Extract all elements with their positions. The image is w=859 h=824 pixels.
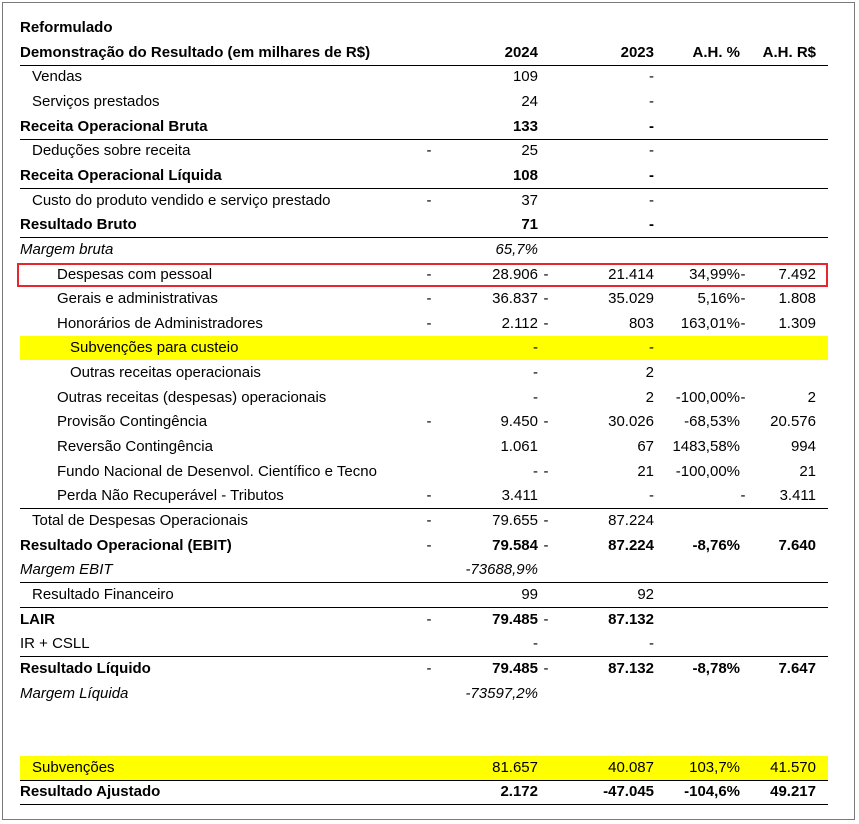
ah-reais-cell: 7.492	[778, 265, 816, 283]
row-label: IR + CSLL	[20, 635, 90, 653]
ah-reais-cell: 20.576	[770, 413, 816, 431]
value-2023-cell: 2	[645, 364, 654, 382]
dash-cell: -	[543, 314, 549, 332]
blank-row	[20, 706, 828, 730]
row-label: Margem Líquida	[20, 684, 129, 702]
statement-row	[20, 780, 828, 805]
statement-row	[20, 213, 828, 238]
dash-cell: -	[426, 265, 432, 283]
dash-cell: -	[740, 388, 746, 406]
value-2024-cell: 2.112	[501, 314, 538, 332]
ah-reais-cell: 994	[790, 438, 816, 456]
row-label: Receita Operacional Bruta	[20, 117, 208, 135]
value-2024-cell: 28.906	[492, 265, 538, 283]
value-2024-cell: 79.485	[492, 659, 538, 677]
value-2024-cell: 25	[521, 142, 538, 160]
statement-row	[20, 139, 828, 163]
dash-cell: -	[543, 290, 549, 308]
statement-row	[20, 65, 828, 89]
statement-row	[20, 386, 828, 410]
statement-row	[20, 361, 828, 385]
statement-row	[20, 756, 828, 781]
row-label: Outras receitas operacionais	[70, 364, 261, 382]
ah-reais-cell: 2	[807, 388, 816, 406]
value-2023-cell: -	[649, 635, 654, 653]
statement-row	[20, 16, 828, 40]
value-2024-cell: -73688,9%	[465, 561, 538, 579]
dash-cell: -	[740, 487, 746, 505]
statement-row	[20, 509, 828, 533]
value-2023-cell: 87.224	[608, 512, 654, 529]
row-label: Subvenções	[32, 758, 115, 776]
ah-reais-cell: 7.640	[778, 536, 816, 554]
row-label: Deduções sobre receita	[32, 142, 191, 160]
value-2023-cell: 87.224	[608, 536, 654, 554]
ah-reais-cell: 21	[799, 462, 816, 480]
value-2024-cell: 71	[521, 216, 538, 234]
row-label: Resultado Ajustado	[20, 783, 161, 801]
statement-row	[20, 608, 828, 632]
dash-cell: -	[740, 265, 746, 283]
value-2023-cell: -	[649, 166, 654, 184]
row-label: Resultado Líquido	[20, 659, 151, 677]
ah-reais-cell: 1.309	[778, 314, 816, 332]
value-2023-cell: -	[649, 68, 654, 86]
row-label: Demonstração do Resultado (em milhares de R$)	[20, 43, 371, 61]
dash-cell: -	[426, 413, 432, 431]
value-2024-cell: -	[533, 388, 538, 406]
statement-row	[20, 558, 828, 583]
dash-cell: -	[426, 314, 432, 332]
value-2024-cell: 2.172	[500, 783, 538, 801]
statement-row	[20, 484, 828, 509]
value-2023-cell: -	[649, 142, 654, 160]
ah-percent-cell: 34,99%	[689, 265, 740, 283]
dash-cell: -	[426, 191, 432, 209]
value-2023-cell: -	[649, 117, 654, 135]
row-label: Outras receitas (despesas) operacionais	[57, 388, 327, 406]
value-2024-cell: 36.837	[492, 290, 538, 308]
value-2023-cell: -	[649, 191, 654, 209]
value-2024-cell: 133	[512, 117, 538, 135]
row-label: Serviços prestados	[32, 92, 160, 110]
row-label: Honorários de Administradores	[57, 314, 263, 332]
dash-cell: -	[543, 462, 549, 480]
statement-row	[20, 435, 828, 459]
statement-row	[20, 534, 828, 558]
row-label: Fundo Nacional de Desenvol. Científico e Tecno	[57, 462, 377, 480]
value-2023-cell: -	[649, 92, 654, 110]
ah-percent-cell: 1483,58%	[672, 438, 740, 456]
dash-cell: -	[426, 290, 432, 308]
row-label: Vendas	[32, 68, 83, 86]
row-label: Perda Não Recuperável - Tributos	[57, 487, 284, 505]
value-2024-cell: 109	[512, 68, 538, 86]
value-2023-cell: -	[649, 487, 654, 505]
value-2024-cell: 65,7%	[495, 240, 538, 258]
statement-row	[20, 682, 828, 706]
statement-row	[20, 657, 828, 681]
ah-percent-cell: A.H. %	[692, 43, 740, 61]
ah-percent-cell: -68,53%	[684, 413, 740, 431]
row-label: Margem EBIT	[20, 561, 113, 579]
row-label: Reversão Contingência	[57, 438, 213, 456]
value-2024-cell: 99	[521, 585, 538, 603]
ah-reais-cell: A.H. R$	[762, 43, 816, 61]
dash-cell: -	[426, 659, 432, 677]
ah-percent-cell: -8,76%	[692, 536, 740, 554]
value-2024-cell: 1.061	[500, 438, 538, 456]
dash-cell: -	[426, 536, 432, 554]
statement-row	[20, 115, 828, 140]
value-2024-cell: 9.450	[500, 413, 538, 431]
value-2023-cell: -	[649, 339, 654, 357]
value-2024-cell: 79.584	[492, 536, 538, 554]
ah-percent-cell: -104,6%	[684, 783, 740, 801]
row-label: Despesas com pessoal	[57, 265, 213, 283]
dash-cell: -	[426, 512, 432, 529]
row-label: Resultado Bruto	[20, 216, 137, 234]
value-2024-cell: 79.485	[492, 610, 538, 628]
statement-row	[20, 90, 828, 114]
value-2024-cell: 24	[521, 92, 538, 110]
row-label: Margem bruta	[20, 240, 114, 258]
ah-percent-cell: 163,01%	[680, 314, 740, 332]
row-label: Provisão Contingência	[57, 413, 208, 431]
value-2024-cell: 79.655	[492, 512, 538, 529]
value-2024-cell: 37	[521, 191, 538, 209]
value-2023-cell: 87.132	[608, 610, 654, 628]
value-2023-cell: 803	[628, 314, 654, 332]
statement-row	[17, 263, 828, 287]
row-label: Resultado Operacional (EBIT)	[20, 536, 232, 554]
dash-cell: -	[543, 512, 549, 529]
value-2023-cell: 67	[637, 438, 654, 456]
row-label: Gerais e administrativas	[57, 290, 218, 308]
value-2024-cell: 81.657	[492, 758, 538, 776]
statement-row	[20, 287, 828, 311]
row-label: LAIR	[20, 610, 55, 628]
ah-percent-cell: -100,00%	[675, 388, 740, 406]
value-2024-cell: -	[533, 339, 538, 357]
dash-cell: -	[740, 314, 746, 332]
value-2023-cell: 21	[637, 462, 654, 480]
value-2023-cell: 87.132	[608, 659, 654, 677]
ah-percent-cell: 5,16%	[697, 290, 740, 308]
dash-cell: -	[543, 265, 549, 283]
dash-cell: -	[543, 413, 549, 431]
row-label: Receita Operacional Líquida	[20, 166, 222, 184]
statement-row	[20, 312, 828, 336]
dash-cell: -	[543, 536, 549, 554]
statement-row	[20, 238, 828, 262]
blank-row	[20, 731, 828, 755]
statement-row	[20, 164, 828, 189]
value-2023-cell: -	[649, 216, 654, 234]
value-2023-cell: 2023	[620, 43, 654, 61]
value-2023-cell: 30.026	[608, 413, 654, 431]
value-2024-cell: 3.411	[501, 487, 538, 505]
value-2023-cell: -47.045	[603, 783, 654, 801]
value-2024-cell: -73597,2%	[465, 684, 538, 702]
row-label: Resultado Financeiro	[32, 585, 174, 603]
dash-cell: -	[543, 610, 549, 628]
dash-cell: -	[543, 659, 549, 677]
dash-cell: -	[426, 487, 432, 505]
row-label: Custo do produto vendido e serviço prestado	[32, 191, 331, 209]
value-2024-cell: -	[533, 635, 538, 653]
ah-reais-cell: 49.217	[770, 783, 816, 801]
statement-row	[20, 410, 828, 434]
statement-row	[20, 583, 828, 608]
statement-row	[20, 41, 828, 66]
statement-row	[20, 632, 828, 657]
value-2023-cell: 92	[637, 585, 654, 603]
ah-reais-cell: 3.411	[779, 487, 816, 505]
ah-percent-cell: 103,7%	[689, 758, 740, 776]
row-label: Total de Despesas Operacionais	[32, 512, 248, 529]
statement-row	[20, 189, 828, 213]
dash-cell: -	[426, 610, 432, 628]
value-2023-cell: 2	[645, 388, 654, 406]
value-2023-cell: 21.414	[608, 265, 654, 283]
row-label: Subvenções para custeio	[70, 339, 239, 357]
ah-reais-cell: 41.570	[770, 758, 816, 776]
value-2024-cell: -	[533, 462, 538, 480]
row-label: Reformulado	[20, 19, 113, 36]
value-2024-cell: 2024	[504, 43, 538, 61]
ah-reais-cell: 1.808	[778, 290, 816, 308]
dash-cell: -	[740, 290, 746, 308]
ah-reais-cell: 7.647	[778, 659, 816, 677]
dash-cell: -	[426, 142, 432, 160]
ah-percent-cell: -100,00%	[675, 462, 740, 480]
value-2024-cell: -	[533, 364, 538, 382]
value-2024-cell: 108	[512, 166, 538, 184]
value-2023-cell: 40.087	[608, 758, 654, 776]
value-2023-cell: 35.029	[608, 290, 654, 308]
statement-row	[20, 460, 828, 484]
statement-row	[20, 336, 828, 360]
ah-percent-cell: -8,78%	[692, 659, 740, 677]
